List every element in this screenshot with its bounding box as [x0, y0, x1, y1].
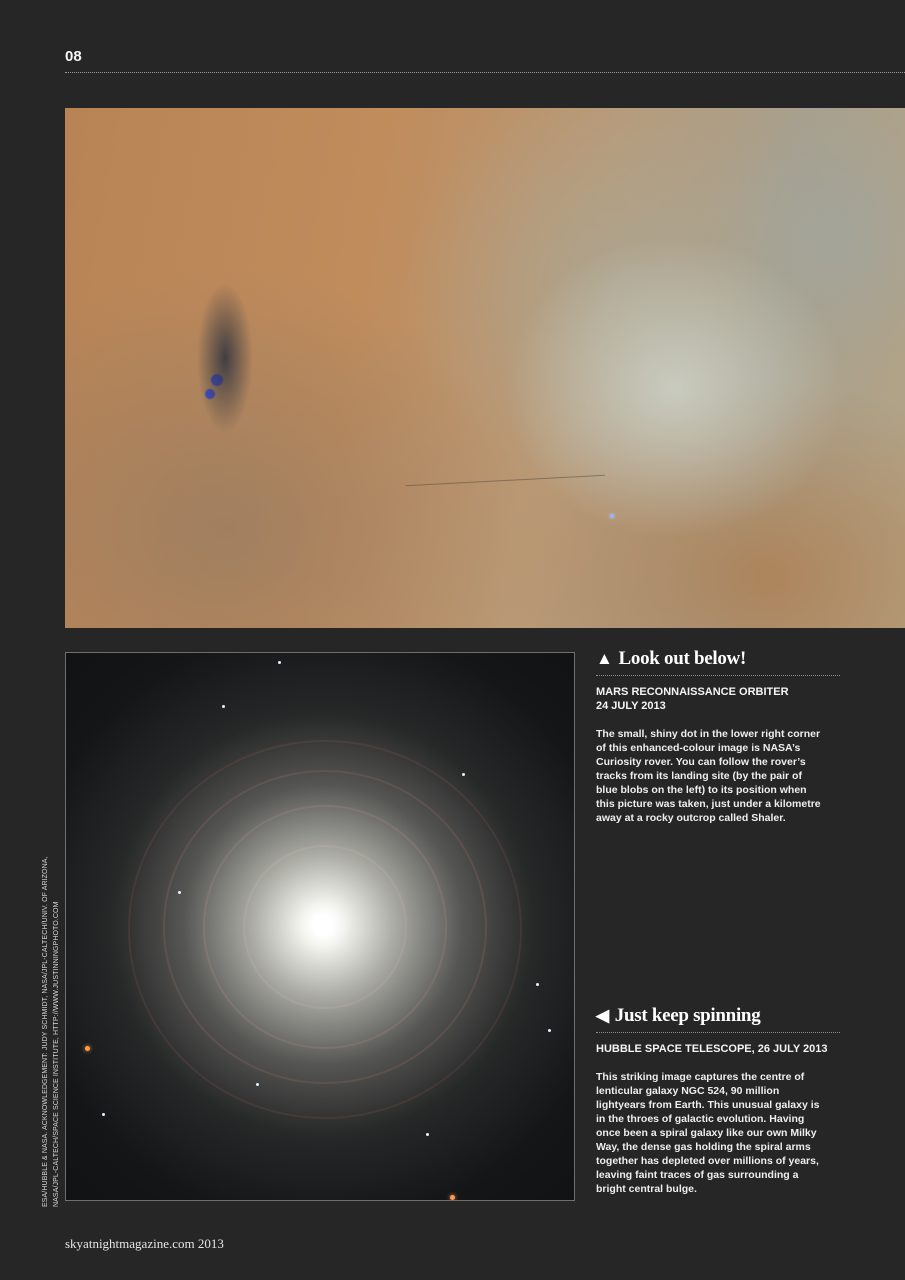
footer-site: skyatnightmagazine.com 2013: [65, 1236, 224, 1251]
body-line: lightyears from Earth. This unusual galaxy is: [596, 1099, 820, 1111]
source-line: HUBBLE SPACE TELESCOPE, 26 JULY 2013: [596, 1043, 828, 1055]
galaxy-image: [65, 652, 575, 1201]
mars-surface-image: [65, 108, 905, 628]
body-line: bright central bulge.: [596, 1183, 697, 1195]
body-line: Curiosity rover. You can follow the rover’s: [596, 756, 806, 768]
body-line: blue blobs on the left) to its position when: [596, 784, 807, 796]
caption-body: [596, 727, 840, 825]
star: [256, 1083, 259, 1086]
body-line: This striking image captures the centre of: [596, 1071, 805, 1083]
page-number: 08: [65, 48, 82, 65]
body-line: tracks from its landing site (by the pair of: [596, 770, 802, 782]
credit-line: ESA/HUBBLE & NASA. ACKNOWLEDGEMENT: JUDY SCHMIDT, NASA/JPL-CALTECH/UNIV. OF ARIZONA,: [42, 856, 49, 1207]
body-line: away at a rocky outcrop called Shaler.: [596, 812, 786, 824]
star: [462, 773, 465, 776]
caption-title: [596, 1005, 840, 1033]
star: [548, 1029, 551, 1032]
galaxy-caption: [596, 1005, 840, 1196]
star: [178, 891, 181, 894]
star-orange: [450, 1195, 455, 1200]
star: [102, 1113, 105, 1116]
curiosity-rover-dot: [610, 514, 614, 518]
caption-title-text: Look out below!: [618, 648, 746, 669]
star: [426, 1133, 429, 1136]
photo-credit: [40, 847, 62, 1207]
star: [222, 705, 225, 708]
body-line: Way, the dense gas holding the spiral arms: [596, 1141, 811, 1153]
body-line: together has depleted over millions of years,: [596, 1155, 819, 1167]
body-line: of this enhanced-colour image is NASA’s: [596, 742, 801, 754]
star: [278, 661, 281, 664]
rover-tracks: [405, 475, 605, 486]
caption-source: [596, 685, 840, 713]
galaxy-core-glow: [66, 653, 574, 1200]
body-line: lenticular galaxy NGC 524, 90 million: [596, 1085, 780, 1097]
body-line: this picture was taken, just under a kilometre: [596, 798, 821, 810]
up-arrow-icon: ▲: [596, 649, 613, 668]
mars-caption: [596, 648, 840, 825]
credit-line: NASA/JPL-CALTECH/SPACE SCIENCE INSTITUTE, HTTP://WWW.JUSTINNINGPHOTO.COM: [53, 901, 60, 1207]
source-line: MARS RECONNAISSANCE ORBITER: [596, 686, 789, 698]
body-line: once been a spiral galaxy like our own Milky: [596, 1127, 817, 1139]
source-line: 24 JULY 2013: [596, 700, 666, 712]
left-arrow-icon: ◀: [596, 1006, 609, 1025]
star-orange: [85, 1046, 90, 1051]
body-line: in the throes of galactic evolution. Having: [596, 1113, 805, 1125]
caption-source: [596, 1042, 840, 1056]
top-divider: [65, 72, 905, 73]
body-line: The small, shiny dot in the lower right corner: [596, 728, 821, 740]
caption-title-text: Just keep spinning: [614, 1005, 761, 1026]
caption-title: [596, 648, 840, 676]
caption-body: [596, 1070, 840, 1196]
body-line: leaving faint traces of gas surrounding a: [596, 1169, 799, 1181]
star: [536, 983, 539, 986]
